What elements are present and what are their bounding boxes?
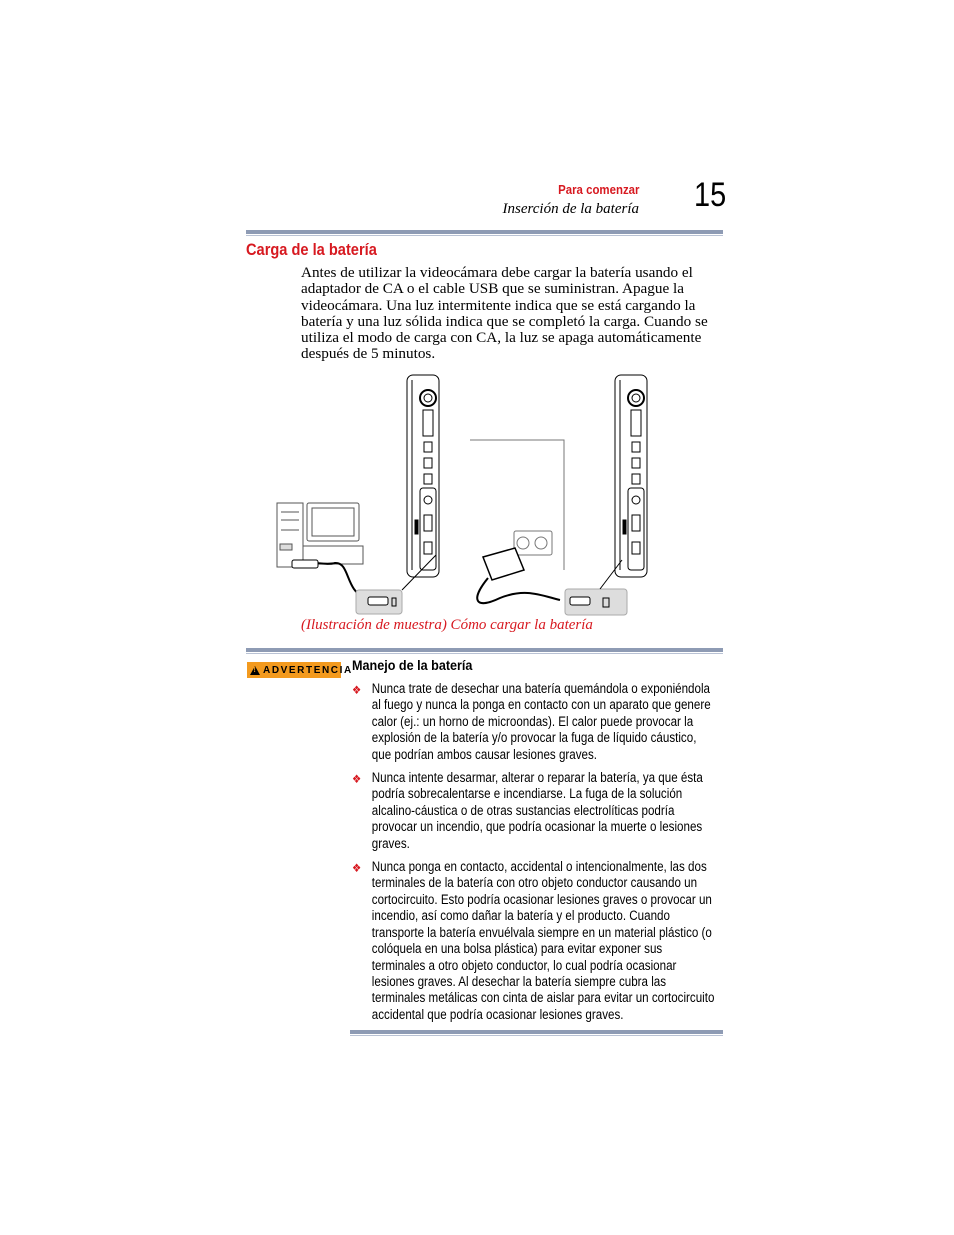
warning-top-rule-thin (246, 653, 723, 654)
usb-cable-icon (292, 555, 436, 614)
list-item (352, 859, 716, 1023)
charging-illustration (270, 370, 660, 620)
warning-triangle-icon (250, 666, 260, 675)
warning-bottom-rule (350, 1030, 723, 1034)
list-item-text: Nunca ponga en contacto, accidental o intencionalmente, las dos terminales de la batería con otro objeto conductor causando un cortocircuito. Esto podría ocasionar lesiones graves o provocar un incendio, así como dañar la batería y el producto. Cuando transporte la batería envuélvala siempre en un material plástico (o colóquela en una bolsa plástica) para evitar exponer sus terminales a otro objeto conductor, lo cual podría ocasionar lesiones graves. Al desechar la batería siempre cubra las terminales metálicas con cinta de aislar para evitar un cortocircuito accidental que podría ocasionar lesiones graves. (371, 859, 715, 1022)
section-heading: Carga de la batería (246, 240, 377, 259)
header-rule-thin (246, 235, 723, 236)
list-item (352, 681, 716, 763)
warning-list (352, 681, 752, 1030)
camcorder-left-icon (407, 375, 439, 577)
list-item-text: Nunca trate de desechar una batería quemándola o exponiéndola al fuego y nunca la ponga en contacto con un aparato que genere calor (ej.: un horno de microondas). El calor puede provocar la explosión de la batería y/o provocar la fuga de líquido cáustico, que podrían ambos causar lesiones graves. (371, 681, 711, 762)
ac-adapter-icon (477, 548, 627, 615)
warning-title: Manejo de la batería (352, 657, 473, 673)
page-number: 15 (694, 176, 727, 214)
computer-icon (277, 503, 363, 567)
header-subsection-title: Inserción de la batería (502, 201, 639, 217)
list-item (352, 770, 716, 852)
warning-badge (247, 662, 353, 678)
list-item-text: Nunca intente desarmar, alterar o reparar la batería, ya que ésta podría sobrecalentarse e incendiarse. La fuga de la solución alcalino-cáustica o de otras sustancias electrolíticas podría provocar un incendio, que podría ocasionar la muerte o lesiones graves. (371, 770, 703, 851)
camcorder-right-icon (615, 375, 647, 577)
intro-paragraph: Antes de utilizar la videocámara debe cargar la batería usando el adaptador de CA o el cable USB que se suministran. Apague la videocámara. Una luz intermitente indica que se está cargando la batería y una luz sólida indica que se completó la carga. Cuando se utiliza el modo de carga con CA, la luz se apaga automáticamente después de 5 minutos. (301, 264, 708, 363)
diamond-bullet-icon: ❖ (352, 772, 362, 787)
figure-caption: (Ilustración de muestra) Cómo cargar la batería (301, 617, 593, 633)
wall-outlet-icon (470, 440, 564, 570)
warning-top-rule (246, 648, 723, 652)
header-rule (246, 230, 723, 234)
diamond-bullet-icon: ❖ (352, 683, 362, 697)
header-section-title: Para comenzar (557, 182, 639, 197)
warning-badge-label: ADVERTENCIA (263, 664, 353, 676)
diamond-bullet-icon: ❖ (352, 861, 362, 876)
warning-bottom-rule-thin (350, 1035, 723, 1036)
